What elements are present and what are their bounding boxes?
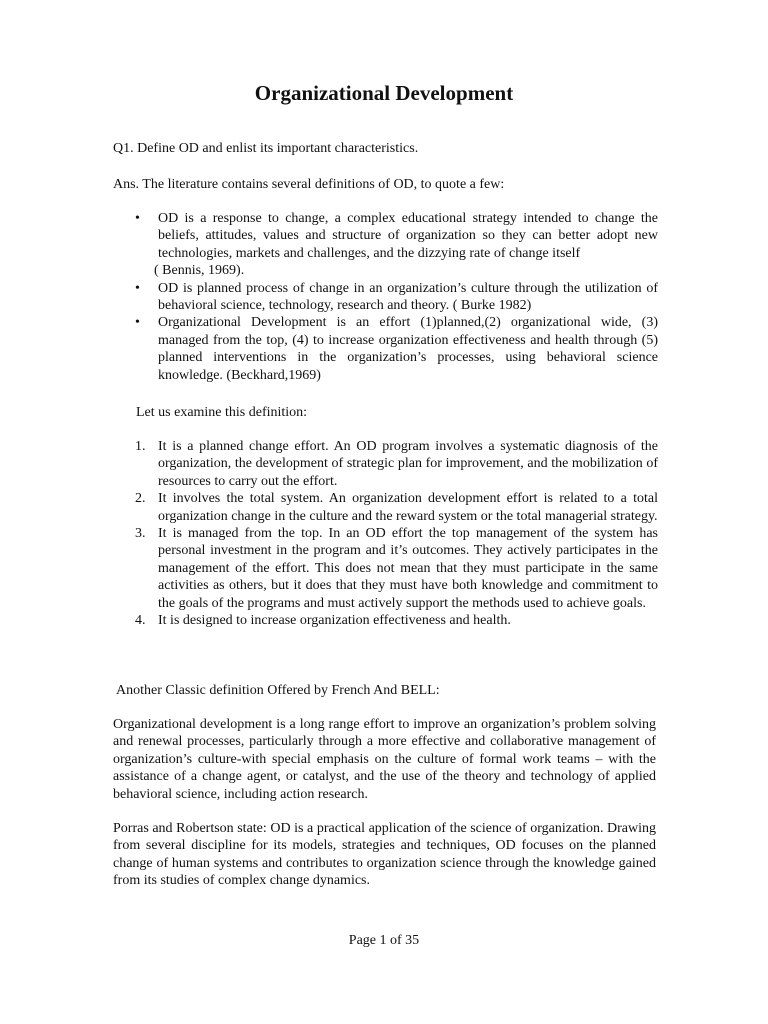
point-item: [113, 612, 658, 629]
bullet-icon: •: [135, 280, 140, 296]
definition-list: [113, 210, 658, 384]
bullet-icon: •: [135, 315, 140, 331]
point-item: [113, 525, 658, 612]
point-number: 4.: [135, 613, 146, 629]
points-list: [113, 438, 658, 629]
french-bell-paragraph: Organizational development is a long range effort to improve an organization’s problem solving and renewal processes, particularly through a more effective and collaborative management of organization’s culture-with special emphasis on the culture of formal work teams – with the assistance of a change agent, or catalyst, and the use of the theory and technology of applied behavioral science, including action research.: [113, 717, 656, 802]
definition-text: Organizational Development is an effort (1)planned,(2) organizational wide, (3) managed from the top, (4) to increase organization effectiveness and health through (5) planned interventions in the organization’s processes, using behavioral science knowledge. (Beckhard,1969): [158, 315, 658, 383]
point-text: It involves the total system. An organization development effort is related to a total organization change in the culture and the reward system or the total managerial strategy.: [158, 491, 658, 524]
another-definition-heading: Another Classic definition Offered by French And BELL:: [116, 683, 440, 698]
point-number: 1.: [135, 439, 146, 454]
definition-text: OD is a response to change, a complex educational strategy intended to change the beliefs, attitudes, values and structure of organization so they can better adopt new technologies, markets and challenges, and the dizzying rate of change itself: [158, 211, 658, 261]
definition-item: [113, 210, 658, 280]
point-text: It is managed from the top. In an OD effort the top management of the system has personal investment in the program and it’s outcomes. They actively participates in the management of the effort. This does not mean that they must participate in the same activities as others, but it does that they must have both knowledge and commitment to the goals of the programs and must actively support the methods used to achieve goals.: [158, 526, 658, 611]
point-number: 3.: [135, 526, 146, 542]
point-item: [113, 490, 658, 525]
porras-robertson-paragraph: Porras and Robertson state: OD is a practical application of the science of organization. Drawing from several discipline for its models, strategies and techniques, OD focuses on the planned change of human systems and contributes to organization science through the knowledge gained from its studies of complex change dynamics.: [113, 821, 656, 889]
definition-item: [113, 314, 658, 384]
point-text: It is a planned change effort. An OD program involves a systematic diagnosis of the organization, the development of strategic plan for improvement, and the mobilization of resources to carry out the effort.: [158, 439, 658, 489]
definition-item: [113, 280, 658, 315]
page-footer: Page 1 of 35: [348, 933, 420, 948]
bullet-icon: •: [135, 211, 140, 226]
question-text: Q1. Define OD and enlist its important characteristics.: [113, 141, 419, 156]
answer-intro: Ans. The literature contains several definitions of OD, to quote a few:: [113, 177, 505, 192]
document-title: Organizational Development: [254, 81, 514, 105]
point-item: [113, 438, 658, 490]
definition-text: OD is planned process of change in an organization’s culture through the utilization of behavioral science, technology, research and theory. ( Burke 1982): [158, 280, 658, 314]
definition-citation: ( Bennis, 1969).: [154, 263, 245, 279]
point-text: It is designed to increase organization effectiveness and health.: [158, 613, 511, 629]
examine-intro: Let us examine this definition:: [136, 405, 308, 420]
point-number: 2.: [135, 491, 146, 507]
